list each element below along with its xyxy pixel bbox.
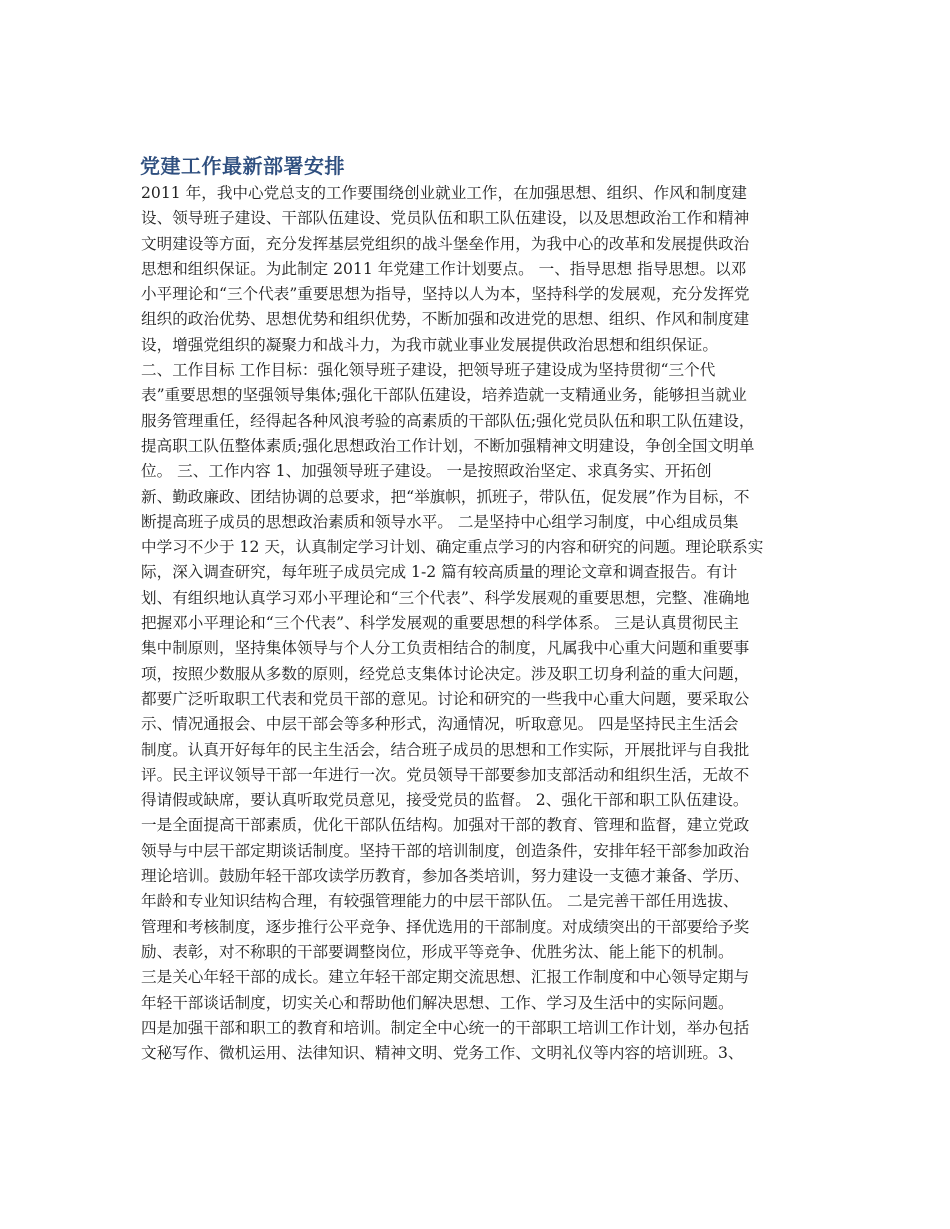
body-line: 集中制原则，坚持集体领导与个人分工负责相结合的制度，凡属我中心重大问题和重要事 bbox=[141, 639, 750, 658]
body-line: 新、勤政廉政、团结协调的总要求，把“举旗帜，抓班子，带队伍，促发展”作为目标，不 bbox=[141, 487, 750, 506]
body-line: 得请假或缺席，要认真听取党员意见，接受党员的监督。 2、强化干部和职工队伍建设。 bbox=[141, 791, 749, 810]
body-line: 表”重要思想的坚强领导集体;强化干部队伍建设，培养造就一支精通业务，能够担当就业 bbox=[141, 386, 747, 405]
body-line: 2011 年，我中心党总支的工作要围绕创业就业工作，在加强思想、组织、作风和制度建 bbox=[141, 184, 748, 202]
body-line: 领导与中层干部定期谈话制度。坚持干部的培训制度，创造条件，安排年轻干部参加政治 bbox=[141, 841, 750, 860]
body-line: 位。 三、工作内容 1、加强领导班子建设。 一是按照政治坚定、求真务实、开拓创 bbox=[141, 462, 712, 481]
body-line: 二、工作目标 工作目标：强化领导班子建设，把领导班子建设成为坚持贯彻“三个代 bbox=[141, 361, 716, 380]
body-line: 际，深入调查研究，每年班子成员完成 1-2 篇有较高质量的理论文章和调查报告。有计 bbox=[141, 563, 738, 582]
body-line: 管理和考核制度，逐步推行公平竞争、择优选用的干部制度。对成绩突出的干部要给予奖 bbox=[141, 917, 750, 936]
body-line: 励、表彰，对不称职的干部要调整岗位，形成平等竞争、优胜劣汰、能上能下的机制。 bbox=[141, 942, 734, 961]
body-line: 把握邓小平理论和“三个代表”、科学发展观的重要思想的科学体系。 三是认真贯彻民主 bbox=[141, 614, 739, 633]
body-line: 四是加强干部和职工的教育和培训。制定全中心统一的干部职工培训工作计划，举办包括 bbox=[141, 1018, 750, 1037]
body-line: 文明建设等方面，充分发挥基层党组织的战斗堡垒作用，为我中心的改革和发展提供政治 bbox=[141, 234, 750, 253]
body-line: 年轻干部谈话制度，切实关心和帮助他们解决思想、工作、学习及生活中的实际问题。 bbox=[141, 993, 734, 1012]
body-line: 断提高班子成员的思想政治素质和领导水平。 二是坚持中心组学习制度，中心组成员集 bbox=[141, 512, 739, 531]
body-line: 制度。认真开好每年的民主生活会，结合班子成员的思想和工作实际，开展批评与自我批 bbox=[141, 740, 750, 759]
body-line: 项，按照少数服从多数的原则，经党总支集体讨论决定。涉及职工切身利益的重大问题， bbox=[141, 664, 750, 683]
body-line: 都要广泛听取职工代表和党员干部的意见。讨论和研究的一些我中心重大问题，要采取公 bbox=[141, 689, 750, 708]
body-line: 三是关心年轻干部的成长。建立年轻干部定期交流思想、汇报工作制度和中心领导定期与 bbox=[141, 968, 750, 987]
body-line: 理论培训。鼓励年轻干部攻读学历教育，参加各类培训，努力建设一支德才兼备、学历、 bbox=[141, 867, 750, 886]
body-line: 组织的政治优势、思想优势和组织优势，不断加强和改进党的思想、组织、作风和制度建 bbox=[141, 310, 750, 329]
body-line: 划、有组织地认真学习邓小平理论和“三个代表”、科学发展观的重要思想，完整、准确地 bbox=[141, 588, 750, 607]
body-line: 中学习不少于 12 天，认真制定学习计划、确定重点学习的内容和研究的问题。理论联系实 bbox=[141, 538, 764, 557]
body-line: 年龄和专业知识结构合理，有较强管理能力的中层干部队伍。 二是完善干部任用选拔、 bbox=[141, 892, 739, 911]
body-line: 一是全面提高干部素质，优化干部队伍结构。加强对干部的教育、管理和监督，建立党政 bbox=[141, 816, 750, 835]
body-line: 设，增强党组织的凝聚力和战斗力，为我市就业事业发展提供政治思想和组织保证。 bbox=[141, 335, 718, 354]
body-line: 示、情况通报会、中层干部会等多种形式，沟通情况，听取意见。 四是坚持民主生活会 bbox=[141, 715, 739, 734]
body-line: 文秘写作、微机运用、法律知识、精神文明、党务工作、文明礼仪等内容的培训班。3、 bbox=[141, 1044, 744, 1063]
body-line: 思想和组织保证。为此制定 2011 年党建工作计划要点。 一、指导思想 指导思想。以邓 bbox=[141, 259, 747, 278]
body-line: 设、领导班子建设、干部队伍建设、党员队伍和职工队伍建设，以及思想政治工作和精神 bbox=[141, 209, 750, 228]
body-line: 小平理论和“三个代表”重要思想为指导，坚持以人为本，坚持科学的发展观，充分发挥党 bbox=[141, 285, 750, 304]
document-body bbox=[141, 181, 813, 1066]
body-line: 服务管理重任，经得起各种风浪考验的高素质的干部队伍;强化党员队伍和职工队伍建设， bbox=[141, 411, 755, 430]
document-title: 党建工作最新部署安排 bbox=[140, 154, 345, 178]
body-line: 评。民主评议领导干部一年进行一次。党员领导干部要参加支部活动和组织生活，无故不 bbox=[141, 765, 750, 784]
body-line: 提高职工队伍整体素质;强化思想政治工作计划，不断加强精神文明建设，争创全国文明单 bbox=[141, 436, 755, 455]
